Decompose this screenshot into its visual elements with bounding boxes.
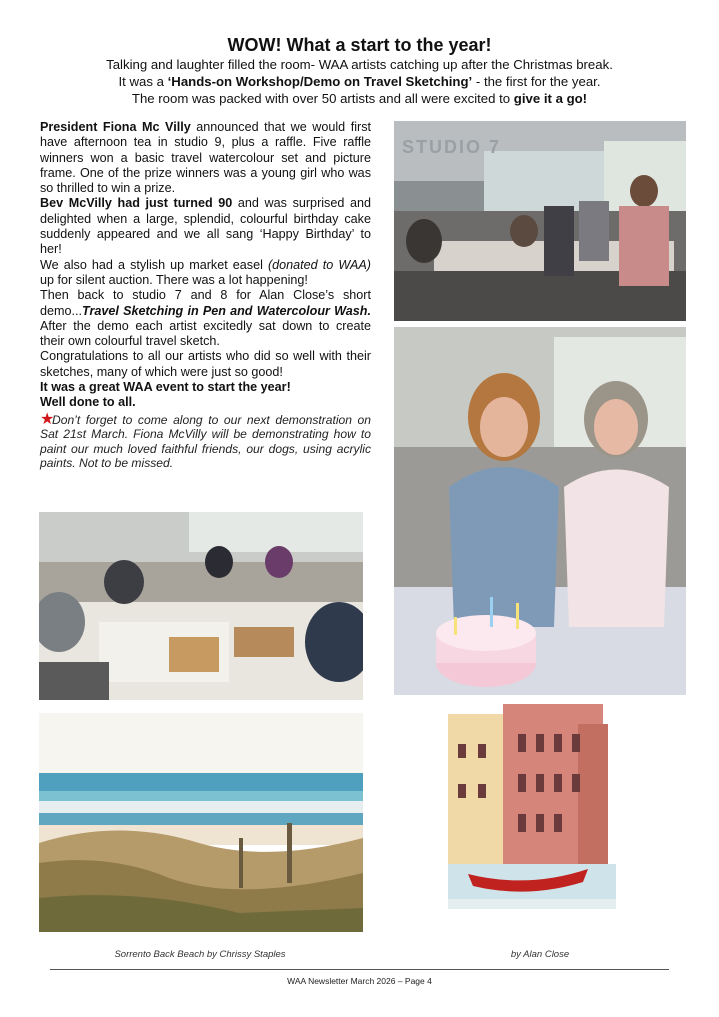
article-title: WOW! What a start to the year! xyxy=(227,35,492,55)
paragraph-demo xyxy=(40,288,371,349)
president-name: President Fiona Mc Villy xyxy=(40,120,191,134)
paragraph-president-text: announced that we would first have afternoon tea in studio 9, plus a raffle. Five raffle winners won a basic travel watercolour set and picture frame. One of the prize winners was a young girl who was so thrilled to win a prize. xyxy=(40,120,372,196)
intro-line-3 xyxy=(20,90,699,107)
paragraph-demo-pre: Then back to studio 7 and 8 for Alan Close’s short demo... xyxy=(40,288,371,318)
studio-photo xyxy=(394,121,686,321)
birthday-photo xyxy=(394,327,686,695)
birthday-highlight: Bev McVilly had just turned 90 xyxy=(40,196,233,211)
paragraph-easel-pre: We also had a stylish up market easel xyxy=(40,257,268,272)
demo-title: Travel Sketching in Pen and Watercolour Wash. xyxy=(82,303,371,318)
beach-caption: Sorrento Back Beach by Chrissy Staples xyxy=(114,949,286,960)
article-header xyxy=(20,34,699,107)
paragraph-birthday-text: and was surprised and delighted when a large, splendid, colourful birthday cake suddenly appeared and we all sang ‘Happy Birthday’ to her! xyxy=(40,196,371,257)
paragraph-well-done: Well done to all. xyxy=(40,395,136,410)
star-icon: ★ xyxy=(40,410,55,428)
venice-sketch xyxy=(448,704,616,942)
paragraph-congrats: Congratulations to all our artists who did so well with their sketches, many of which were just so good! xyxy=(40,349,371,379)
footer-rule xyxy=(50,969,669,970)
paragraph-great-event: It was a great WAA event to start the year! xyxy=(40,380,291,395)
intro-line-3-pre: The room was packed with over 50 artists and all were excited to xyxy=(131,91,514,106)
studio-sign: STUDIO 7 xyxy=(402,137,502,157)
intro-line-1: Talking and laughter filled the room- WAA artists catching up after the Christmas break. xyxy=(106,57,613,72)
intro-line-2-pre: It was a xyxy=(118,74,168,89)
page-footer: WAA Newsletter March 2026 – Page 4 xyxy=(287,976,432,986)
paragraph-demo-post: After the demo each artist excitedly sat down to create their own colourful travel sketch. xyxy=(40,318,371,349)
intro-line-3-emphasis: give it a go! xyxy=(513,91,588,106)
paragraph-easel-post: up for silent auction. There was a lot happening! xyxy=(40,272,308,287)
beach-painting xyxy=(39,713,363,932)
paragraph-birthday xyxy=(40,196,371,257)
donated-note: (donated to WAA) xyxy=(267,257,371,272)
reminder-note xyxy=(40,410,371,471)
sketching-photo xyxy=(39,512,363,700)
paragraph-easel xyxy=(40,258,371,289)
article-body xyxy=(40,120,371,471)
workshop-name: ‘Hands-on Workshop/Demo on Travel Sketching’ xyxy=(167,74,473,89)
intro-line-2 xyxy=(20,73,699,90)
paragraph-president xyxy=(40,120,371,196)
reminder-text: Don’t forget to come along to our next demonstration on Sat 21st March. Fiona McVilly will be demonstrating how to paint our much loved faithful friends, our dogs, using acrylic paints. Not to be missed. xyxy=(40,412,371,471)
venice-caption: by Alan Close xyxy=(510,949,570,960)
intro-line-2-post: - the first for the year. xyxy=(472,74,601,89)
